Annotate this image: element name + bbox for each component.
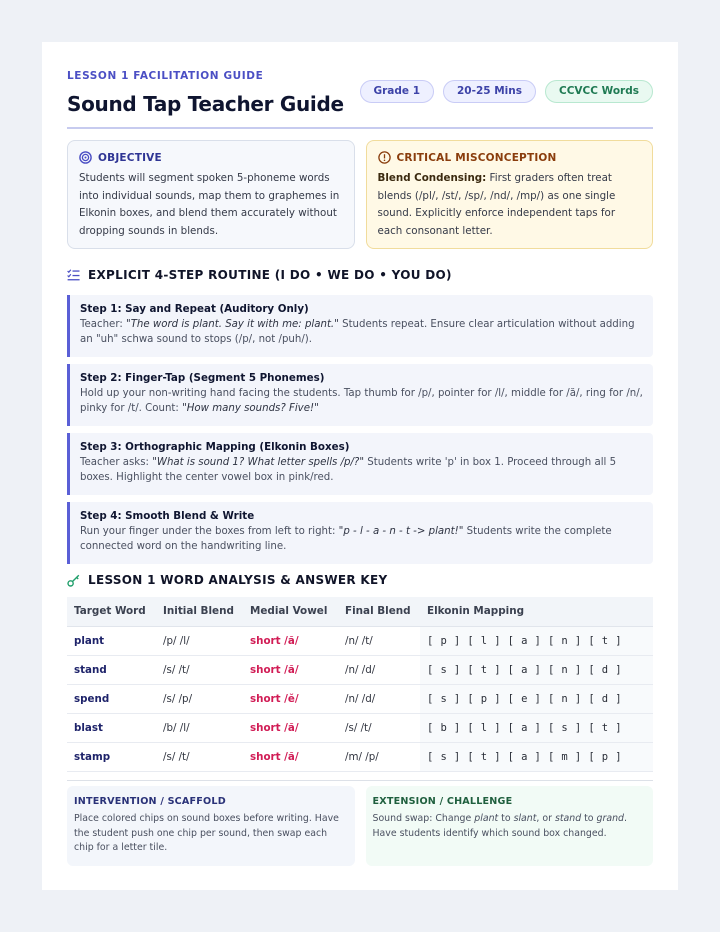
table-row bbox=[67, 655, 653, 684]
step-description bbox=[80, 317, 643, 347]
analysis-heading-text: LESSON 1 WORD ANALYSIS & ANSWER KEY bbox=[88, 573, 388, 587]
intervention-box bbox=[67, 786, 355, 866]
step-title: Step 2: Finger-Tap (Segment 5 Phonemes) bbox=[80, 372, 325, 384]
step-title: Step 1: Say and Repeat (Auditory Only) bbox=[80, 303, 309, 315]
word-analysis-table bbox=[67, 597, 653, 772]
target-icon bbox=[79, 151, 92, 164]
initial-blend: /s/ /p/ bbox=[156, 684, 243, 713]
objective-text: Students will segment spoken 5-phoneme words into individual sounds, map them to graphemes in Elkonin boxes, and blend them accurately without dropping sounds in blends. bbox=[79, 172, 340, 237]
routine-heading-text: EXPLICIT 4-STEP ROUTINE (I DO • WE DO • YOU DO) bbox=[88, 268, 452, 282]
routine-steps bbox=[67, 295, 653, 571]
word-type-badge: CCVCC Words bbox=[545, 80, 653, 103]
duration-badge: 20-25 Mins bbox=[443, 80, 536, 103]
objective-card bbox=[67, 140, 355, 249]
final-blend: /m/ /p/ bbox=[338, 742, 420, 771]
initial-blend: /s/ /t/ bbox=[156, 742, 243, 771]
extension-word: slant bbox=[513, 813, 537, 824]
medial-vowel: short /ĕ/ bbox=[243, 684, 338, 713]
extension-text bbox=[373, 812, 647, 841]
elkonin-mapping: [ s ] [ p ] [ e ] [ n ] [ d ] bbox=[420, 684, 653, 713]
badge-group bbox=[360, 80, 653, 103]
step-quote: "What is sound 1? What letter spells /p/?" bbox=[152, 457, 365, 468]
objective-heading: OBJECTIVE bbox=[98, 151, 162, 164]
analysis-heading bbox=[67, 573, 388, 587]
step-text: Students write the complete connected word on the handwriting line. bbox=[80, 526, 612, 552]
misconception-body: First graders often treat blends (/pl/, /st/, /sp/, /nd/, /mp/) as one single sound. Explicitly enforce independent taps for each consonant letter. bbox=[377, 172, 616, 237]
target-word: plant bbox=[67, 626, 156, 655]
table-header-row bbox=[67, 597, 653, 626]
target-word: spend bbox=[67, 684, 156, 713]
step-text: Teacher asks: bbox=[80, 457, 153, 468]
column-header: Medial Vowel bbox=[243, 597, 338, 626]
step-card bbox=[67, 364, 653, 426]
final-blend: /n/ /d/ bbox=[338, 684, 420, 713]
step-text: Hold up your non-writing hand facing the students. Tap thumb for /p/, pointer for /l/, middle for /ă/, ring for /n/, pinky for /t/. Count: bbox=[80, 388, 643, 414]
page-title: Sound Tap Teacher Guide bbox=[67, 92, 344, 116]
grade-badge: Grade 1 bbox=[360, 80, 434, 103]
alert-circle-icon bbox=[378, 151, 391, 164]
step-card bbox=[67, 295, 653, 357]
table-row bbox=[67, 684, 653, 713]
target-word: stamp bbox=[67, 742, 156, 771]
step-quote: "p - l - a - n - t -> plant!" bbox=[338, 526, 464, 537]
extension-heading: EXTENSION / CHALLENGE bbox=[372, 796, 513, 807]
intervention-heading: INTERVENTION / SCAFFOLD bbox=[74, 796, 226, 807]
column-header: Initial Blend bbox=[156, 597, 243, 626]
misconception-heading: CRITICAL MISCONCEPTION bbox=[396, 151, 557, 164]
target-word: stand bbox=[67, 655, 156, 684]
guide-content bbox=[67, 70, 653, 853]
extension-word: plant bbox=[474, 813, 499, 824]
final-blend: /n/ /t/ bbox=[338, 626, 420, 655]
extension-word: grand bbox=[596, 813, 624, 824]
elkonin-mapping: [ b ] [ l ] [ a ] [ s ] [ t ] bbox=[420, 713, 653, 742]
step-text: Students write 'p' in box 1. Proceed through all 5 boxes. Highlight the center vowel box in pink/red. bbox=[80, 457, 617, 483]
routine-heading bbox=[67, 268, 452, 282]
step-text: Students repeat. Ensure clear articulation without adding an "uh" schwa sound to stops (/p/, not /puh/). bbox=[80, 319, 635, 345]
extension-text-part: . Have students identify which sound box changed. bbox=[372, 813, 627, 839]
column-header: Elkonin Mapping bbox=[420, 597, 653, 626]
step-description bbox=[80, 455, 643, 485]
step-title: Step 4: Smooth Blend & Write bbox=[80, 510, 255, 522]
medial-vowel: short /ă/ bbox=[243, 626, 338, 655]
extension-text-part: to bbox=[581, 813, 597, 824]
step-title: Step 3: Orthographic Mapping (Elkonin Boxes) bbox=[80, 441, 350, 453]
initial-blend: /b/ /l/ bbox=[156, 713, 243, 742]
elkonin-mapping: [ s ] [ t ] [ a ] [ n ] [ d ] bbox=[420, 655, 653, 684]
list-check-icon bbox=[67, 269, 80, 281]
extension-text-part: Sound swap: Change bbox=[372, 813, 475, 824]
extension-word: stand bbox=[554, 813, 582, 824]
step-card bbox=[67, 433, 653, 495]
misconception-card bbox=[366, 140, 654, 249]
elkonin-mapping: [ s ] [ t ] [ a ] [ m ] [ p ] bbox=[420, 742, 653, 771]
elkonin-mapping: [ p ] [ l ] [ a ] [ n ] [ t ] bbox=[420, 626, 653, 655]
step-description bbox=[80, 524, 643, 554]
objective-header bbox=[79, 151, 343, 164]
key-icon bbox=[67, 574, 80, 587]
extension-text-part: , or bbox=[536, 813, 555, 824]
footer-boxes bbox=[67, 786, 653, 866]
initial-blend: /s/ /t/ bbox=[156, 655, 243, 684]
intervention-text: Place colored chips on sound boxes before writing. Have the student push one chip per sound, then swap each chip for a letter tile. bbox=[74, 813, 339, 853]
info-cards bbox=[67, 140, 653, 249]
column-header: Target Word bbox=[67, 597, 156, 626]
misconception-text bbox=[378, 170, 642, 240]
final-blend: /s/ /t/ bbox=[338, 713, 420, 742]
step-card bbox=[67, 502, 653, 564]
table-row bbox=[67, 626, 653, 655]
medial-vowel: short /ă/ bbox=[243, 713, 338, 742]
final-blend: /n/ /d/ bbox=[338, 655, 420, 684]
medial-vowel: short /ă/ bbox=[243, 655, 338, 684]
misconception-header bbox=[378, 151, 642, 164]
step-text: Teacher: bbox=[80, 319, 127, 330]
initial-blend: /p/ /l/ bbox=[156, 626, 243, 655]
footer-divider bbox=[67, 780, 653, 781]
guide-page bbox=[42, 42, 678, 890]
step-description bbox=[80, 386, 643, 416]
medial-vowel: short /ă/ bbox=[243, 742, 338, 771]
lesson-kicker: LESSON 1 FACILITATION GUIDE bbox=[67, 70, 264, 82]
header-divider bbox=[67, 127, 653, 129]
column-header: Final Blend bbox=[338, 597, 420, 626]
extension-text-part: to bbox=[498, 813, 514, 824]
extension-box bbox=[366, 786, 654, 866]
step-quote: "The word is plant. Say it with me: plant." bbox=[126, 319, 339, 330]
step-quote: "How many sounds? Five!" bbox=[182, 403, 319, 414]
table-row bbox=[67, 742, 653, 771]
target-word: blast bbox=[67, 713, 156, 742]
table-row bbox=[67, 713, 653, 742]
misconception-label: Blend Condensing: bbox=[377, 172, 487, 184]
step-text: Run your finger under the boxes from left to right: bbox=[80, 526, 339, 537]
